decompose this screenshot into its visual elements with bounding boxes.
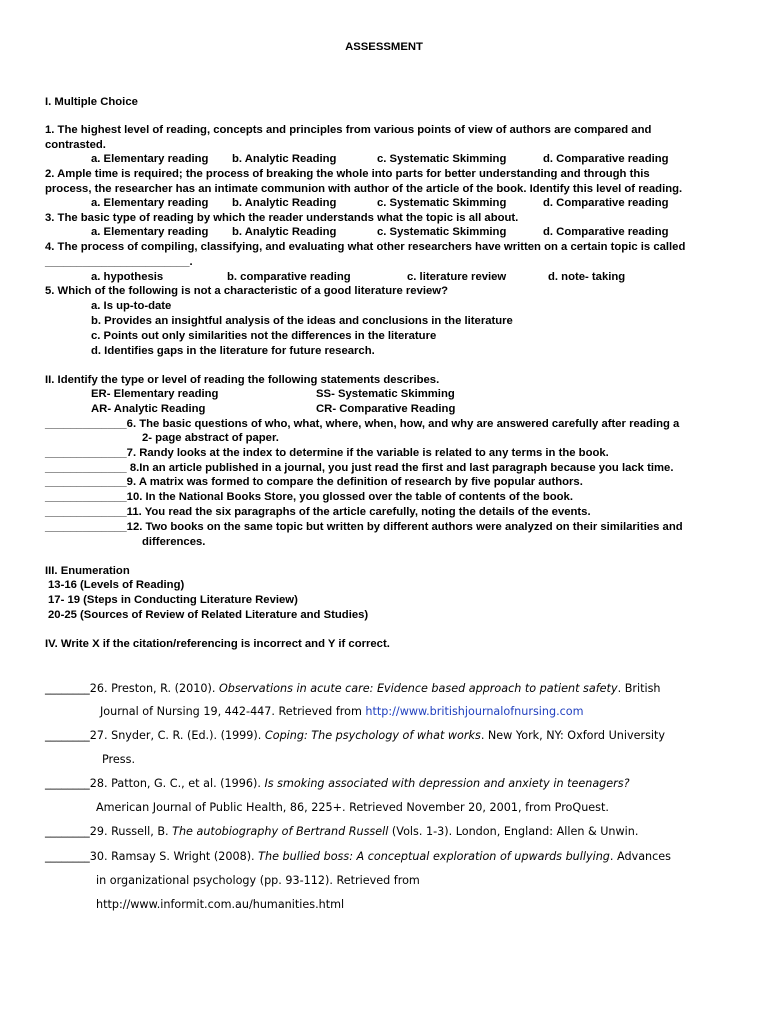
citation-30-line-3: http://www.informit.com.au/humanities.html [96,898,345,911]
question-5: 5. Which of the following is not a characteristic of a good literature review? [45,285,448,297]
section-2-heading: II. Identify the type or level of reading the following statements describes. [45,374,440,386]
q2-option-a: a. Elementary reading [91,197,209,209]
britishjournalofnursing-link[interactable]: http://www.britishjournalofnursing.com [365,705,584,718]
question-3: 3. The basic type of reading by which the reader understands what the topic is all about. [45,212,519,224]
q4-option-a: a. hypothesis [91,271,164,283]
q5-option-d: d. Identifies gaps in the literature for future research. [91,345,375,357]
item-12-line-2: differences. [142,536,206,548]
item-12-line-1: _____________12. Two books on the same topic but written by different authors were analyzed on their similarities and [45,521,683,533]
item-8: _____________ 8.In an article published in a journal, you just read the first and last paragraph because you lack time. [45,462,674,474]
enum-steps: 17- 19 (Steps in Conducting Literature Review) [48,594,298,606]
q3-option-b: b. Analytic Reading [232,226,337,238]
q2-option-d: d. Comparative reading [543,197,669,209]
page-title: ASSESSMENT [345,41,423,53]
citation-28-line-2: American Journal of Public Health, 86, 225+. Retrieved November 20, 2001, from ProQuest. [96,801,609,814]
q4-option-c: c. literature review [407,271,507,283]
enum-sources: 20-25 (Sources of Review of Related Literature and Studies) [48,609,369,621]
legend-ar: AR- Analytic Reading [91,403,206,415]
citation-29: ________29. Russell, B. The autobiography of Bertrand Russell (Vols. 1-3). London, England: Allen & Unwin. [45,825,639,838]
legend-cr: CR- Comparative Reading [316,403,456,415]
q1-option-b: b. Analytic Reading [232,153,337,165]
item-7: _____________7. Randy looks at the index to determine if the variable is related to any terms in the book. [45,447,609,459]
section-1-heading: I. Multiple Choice [45,96,138,108]
question-4-line-2: _______________________. [45,256,193,268]
q5-option-a: a. Is up-to-date [91,300,172,312]
citation-27-line-1: ________27. Snyder, C. R. (Ed.). (1999). Coping: The psychology of what works. New York, NY: Oxford University [45,729,666,742]
citation-27-line-2: Press. [102,753,135,766]
section-3-heading: III. Enumeration [45,565,130,577]
citation-30-line-2: in organizational psychology (pp. 93-112). Retrieved from [96,874,420,887]
citation-26-line-2: Journal of Nursing 19, 442-447. Retrieved from http://www.britishjournalofnursing.com [100,705,584,718]
question-4-line-1: 4. The process of compiling, classifying, and evaluating what other researchers have written on a certain topic is called [45,241,686,253]
citation-30-line-1: ________30. Ramsay S. Wright (2008). The bullied boss: A conceptual exploration of upwards bullying. Advances [45,850,672,863]
citation-28-line-1: ________28. Patton, G. C., et al. (1996). Is smoking associated with depression and anxiety in teenagers? [45,777,630,790]
item-6-line-1: _____________6. The basic questions of who, what, where, when, how, and why are answered carefully after reading a [45,418,680,430]
q3-option-d: d. Comparative reading [543,226,669,238]
item-9: _____________9. A matrix was formed to compare the definition of research by five popular authors. [45,476,583,488]
q4-option-b: b. comparative reading [227,271,351,283]
q3-option-c: c. Systematic Skimming [377,226,507,238]
section-4-heading: IV. Write X if the citation/referencing is incorrect and Y if correct. [45,638,390,650]
q4-option-d: d. note- taking [548,271,626,283]
question-1-line-2: contrasted. [45,139,106,151]
q3-option-a: a. Elementary reading [91,226,209,238]
question-2-line-1: 2. Ample time is required; the process of breaking the whole into parts for better understanding and through this [45,168,650,180]
item-10: _____________10. In the National Books Store, you glossed over the table of contents of the book. [45,491,573,503]
enum-levels: 13-16 (Levels of Reading) [48,579,185,591]
q2-option-c: c. Systematic Skimming [377,197,507,209]
citation-26-line-1: ________26. Preston, R. (2010). Observations in acute care: Evidence based approach to patient safety. British [45,682,661,695]
item-11: _____________11. You read the six paragraphs of the article carefully, noting the details of the events. [45,506,591,518]
item-6-line-2: 2- page abstract of paper. [142,432,279,444]
q5-option-c: c. Points out only similarities not the differences in the literature [91,330,437,342]
q1-option-a: a. Elementary reading [91,153,209,165]
legend-er: ER- Elementary reading [91,388,219,400]
question-2-line-2: process, the researcher has an intimate communion with author of the article of the book. Identify this level of reading. [45,183,683,195]
question-1-line-1: 1. The highest level of reading, concepts and principles from various points of view of authors are compared and [45,124,652,136]
legend-ss: SS- Systematic Skimming [316,388,455,400]
q1-option-c: c. Systematic Skimming [377,153,507,165]
q5-option-b: b. Provides an insightful analysis of the ideas and conclusions in the literature [91,315,513,327]
q2-option-b: b. Analytic Reading [232,197,337,209]
q1-option-d: d. Comparative reading [543,153,669,165]
